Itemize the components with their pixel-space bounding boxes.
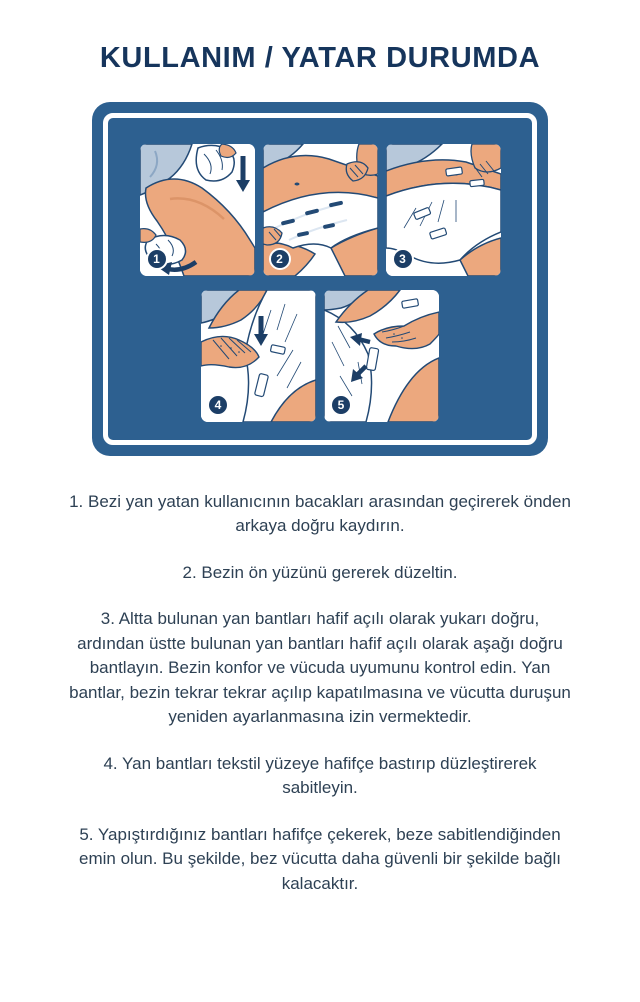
panel-step-2 bbox=[263, 144, 378, 276]
step-number-badge: 3 bbox=[392, 248, 414, 270]
instruction-steps bbox=[66, 490, 574, 896]
panel-step-1 bbox=[140, 144, 255, 276]
page-title: KULLANIM / YATAR DURUMDA bbox=[99, 42, 541, 74]
step-text-4: 4. Yan bantları tekstil yüzeye hafifçe bastırıp düzleştirerek sabitleyin. bbox=[103, 753, 537, 798]
step-text-5: 5. Yapıştırdığınız bantları hafifçe çekerek, beze sabitlendiğinden emin olun. Bu şekilde, bez vücutta daha güvenli bir şekilde bağlı kalacaktır. bbox=[79, 824, 561, 893]
panel-step-4 bbox=[201, 290, 316, 422]
panel-step-3 bbox=[386, 144, 501, 276]
step-number-badge: 1 bbox=[146, 248, 168, 270]
step-number-badge: 5 bbox=[330, 394, 352, 416]
panel-row-top bbox=[140, 144, 501, 276]
panel-step-5 bbox=[324, 290, 439, 422]
instruction-leaflet-page bbox=[0, 42, 640, 1002]
step-number-badge: 4 bbox=[207, 394, 229, 416]
step-text-2: 2. Bezin ön yüzünü gererek düzeltin. bbox=[182, 562, 458, 582]
instruction-figure-box bbox=[92, 102, 548, 456]
figure-panel-rows bbox=[92, 102, 548, 422]
step-text-1: 1. Bezi yan yatan kullanıcının bacakları arasından geçirerek önden arkaya doğru kaydırın. bbox=[69, 492, 571, 536]
panel-row-bottom bbox=[201, 290, 439, 422]
step-number-badge: 2 bbox=[269, 248, 291, 270]
step-text-3: 3. Altta bulunan yan bantları hafif açılı olarak yukarı doğru, ardından üstte bulunan yan bantları hafif açılı olarak aşağı doğru bantlayın. Bezin konfor ve vücuda uyumunu kontrol edin. Yan bantlar, bezin tekrar tekrar açılıp kapatılmasına ve vücutta duruşun yeniden ayarlanmasına izin vermektedir. bbox=[69, 609, 571, 727]
